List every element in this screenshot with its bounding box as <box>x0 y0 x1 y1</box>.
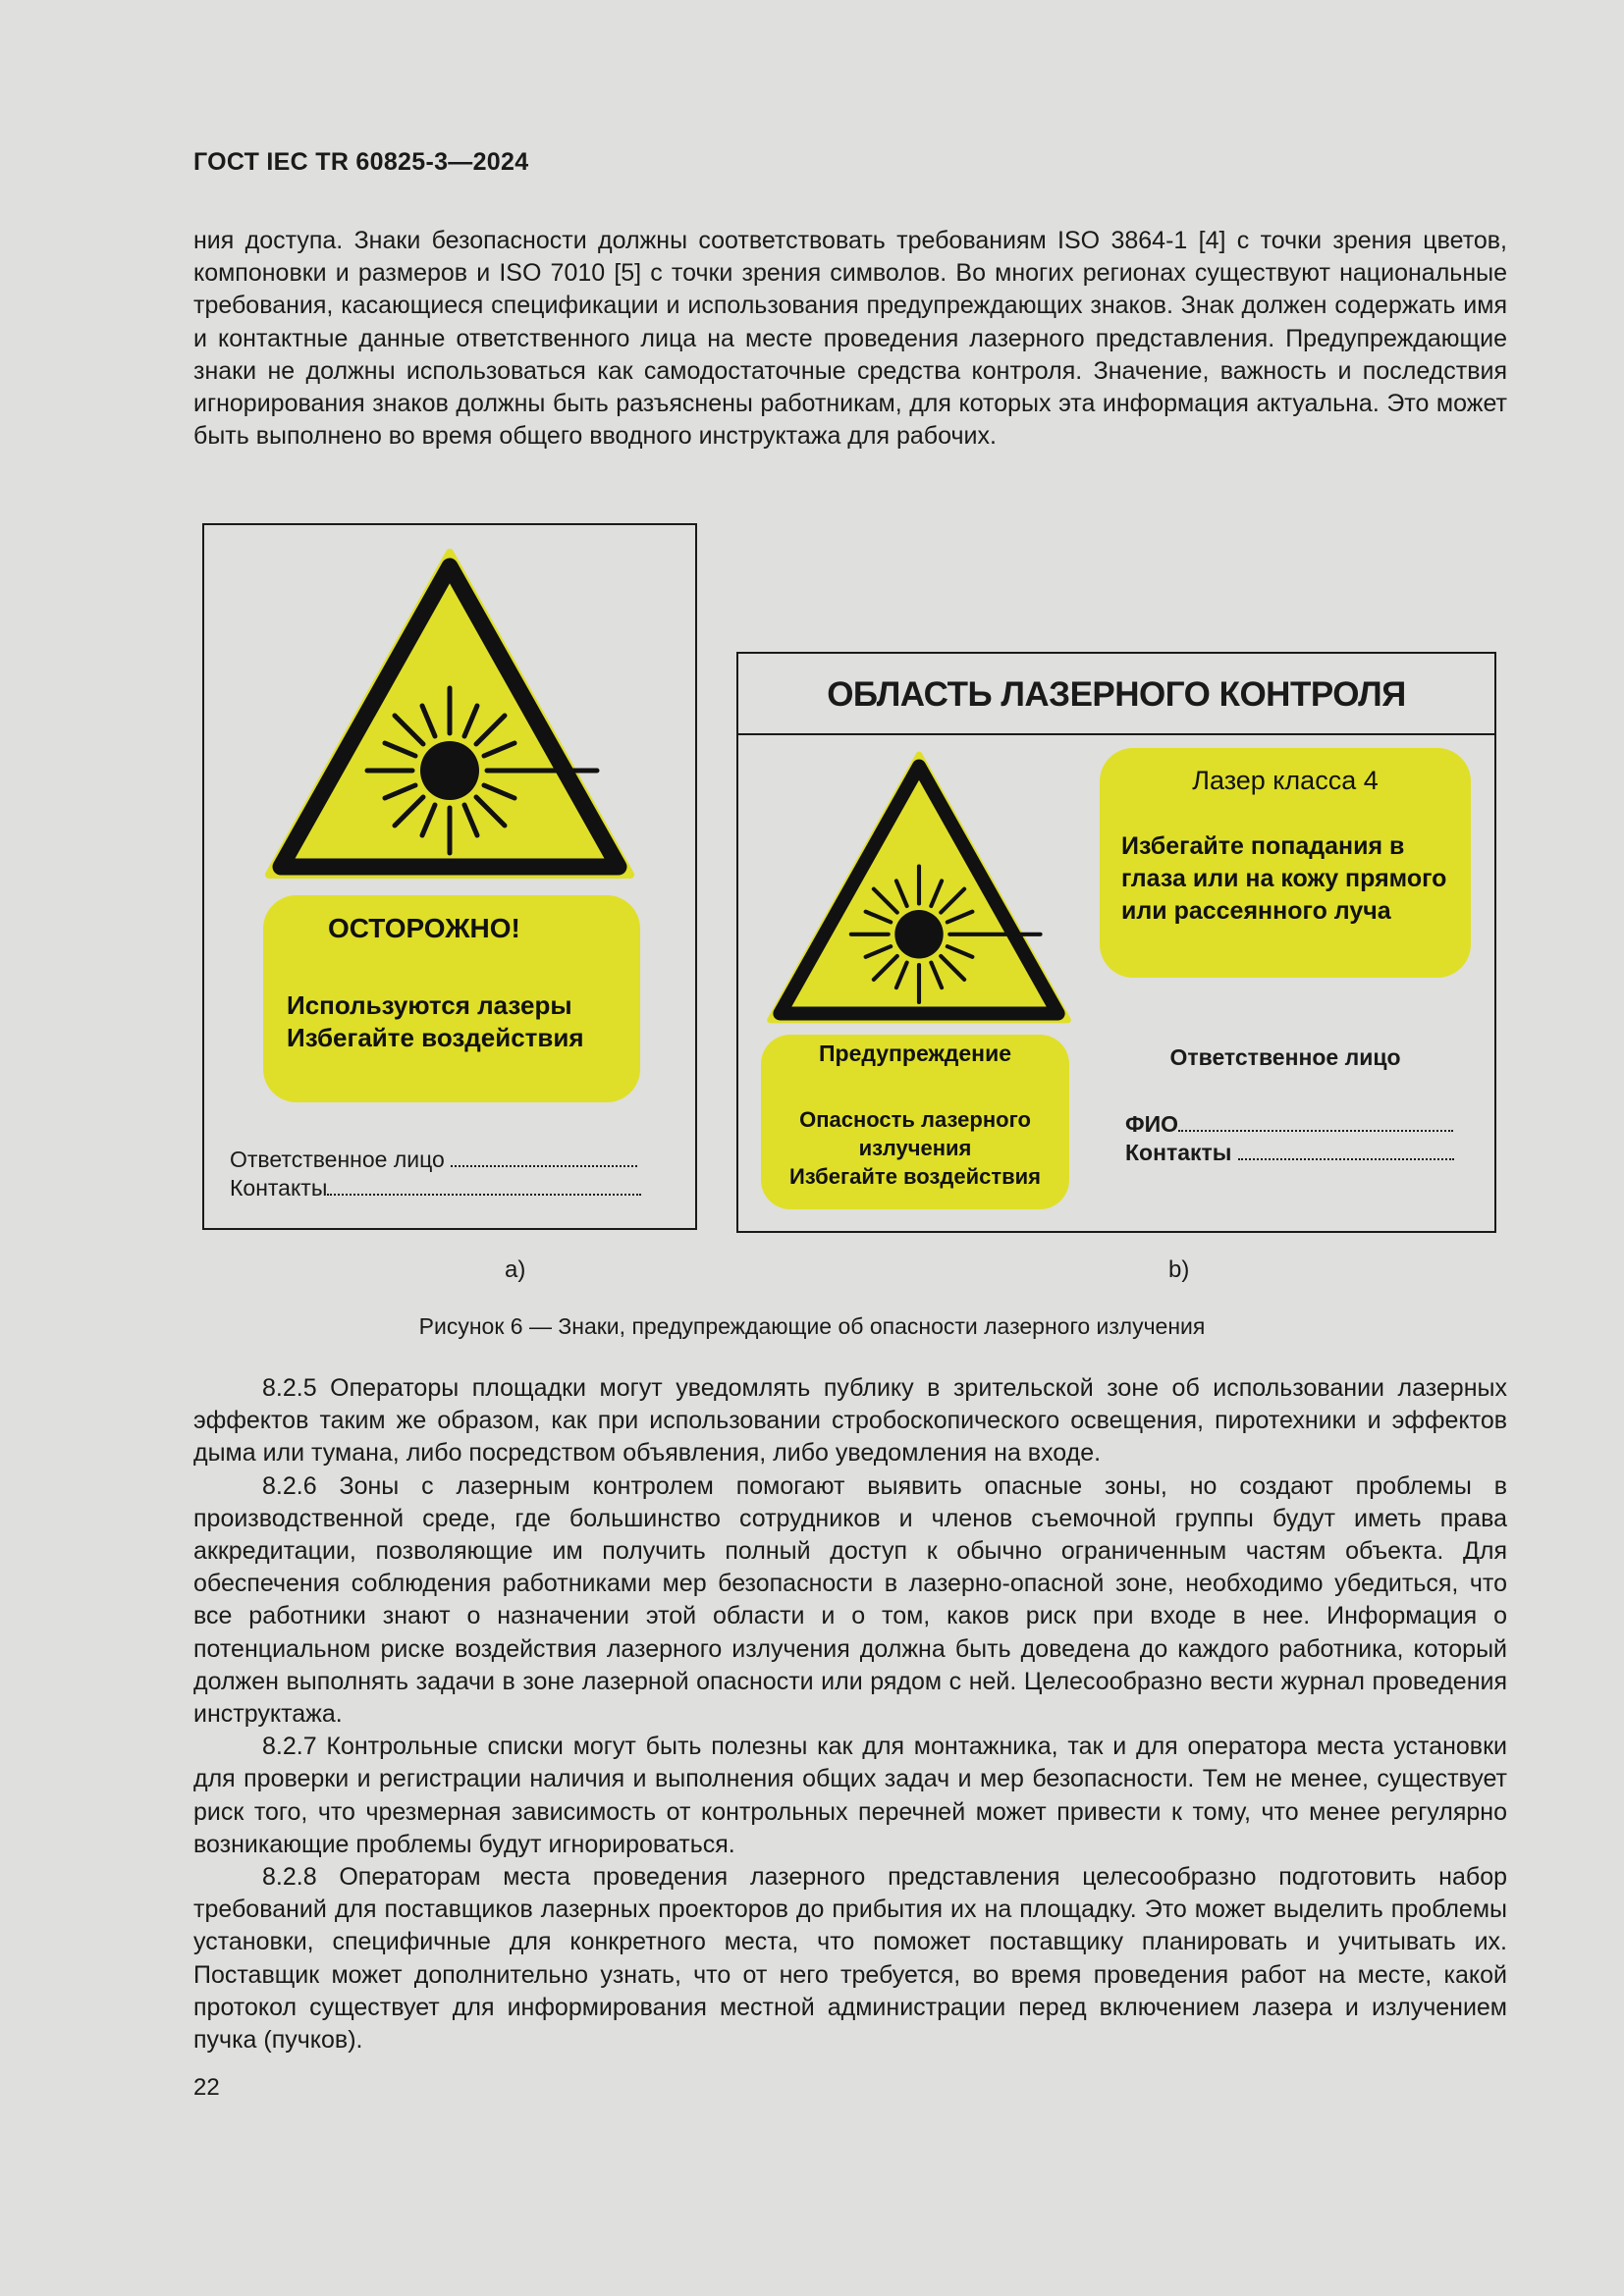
responsible-label: Ответственное лицо <box>230 1147 445 1172</box>
warning-title: Предупреждение <box>819 1041 1011 1066</box>
laser-area-header: ОБЛАСТЬ ЛАЗЕРНОГО КОНТРОЛЯ <box>738 654 1494 735</box>
responsible-field <box>230 1147 637 1173</box>
laser-class-panel <box>1100 748 1471 978</box>
responsible-blank <box>451 1149 637 1167</box>
contacts-blank <box>327 1178 641 1196</box>
contacts-blank <box>1238 1143 1454 1160</box>
warning-line-3: Избегайте воздействия <box>788 1164 1041 1189</box>
body-text <box>193 1372 1507 2056</box>
caution-line-1: Используются лазеры <box>287 990 572 1020</box>
caution-line-2: Избегайте воздействия <box>287 1023 584 1052</box>
contacts-field <box>1125 1140 1454 1166</box>
warning-line-1: Опасность лазерного <box>799 1107 1031 1132</box>
paragraph-8-2-6: 8.2.6 Зоны с лазерным контролем помогают выявить опасные зоны, но создают проблемы в производственной среде, где большинство сотрудников и членов съемочной группы будут иметь права аккредитации, позволяющие им получить полный доступ к обычно ограниченным частям объекта. Для обеспечения соблюдения работниками мер безопасности в лазерно-опасной зоне, необходимо убедиться, что все работники знают о назначении этой области и о том, каков риск при входе в нее. Информация о потенциальном риске воздействия лазерного излучения должна быть доведена до каждого работника, который должен выполнять задачи в зоне лазерной опасности или рядом с ней. Целесообразно вести журнал проведения инструктажа. <box>193 1471 1507 1729</box>
figure-label-a: a) <box>505 1256 526 1283</box>
paragraph-8-2-5: 8.2.5 Операторы площадки могут уведомлять публику в зрительской зоне об использовании лазерных эффектов таким же образом, как при использовании стробоскопического освещения, пиротехники и эффектов дыма или тумана, либо посредством объявления, либо уведомления на входе. <box>193 1374 1507 1468</box>
warning-panel <box>761 1035 1069 1209</box>
figure-label-b: b) <box>1168 1256 1190 1283</box>
laser-class-line-1: Избегайте попадания в <box>1121 832 1405 860</box>
responsible-title: Ответственное лицо <box>1169 1044 1401 1070</box>
sign-b <box>736 652 1496 1233</box>
paragraph-8-2-8: 8.2.8 Операторам места проведения лазерного представления целесообразно подготовить набор требований для поставщиков лазерных проекторов до прибытия их на площадку. Это может выделить проблемы установки, специфичные для конкретного места, что поможет поставщику планировать и учитывать их. Поставщик может дополнительно узнать, что от него требуется, во время проведения работ на месте, какой протокол существует для информирования местной администрации перед включением лазера и излучением пучка (пучков). <box>193 1863 1507 2055</box>
contacts-field <box>230 1175 641 1201</box>
document-header: ГОСТ IEC TR 60825-3—2024 <box>193 148 529 176</box>
contacts-label: Контакты <box>230 1175 328 1201</box>
caution-panel <box>263 895 640 1102</box>
figure-caption: Рисунок 6 — Знаки, предупреждающие об опасности лазерного излучения <box>418 1313 1206 1339</box>
laser-class-line-2: глаза или на кожу прямого <box>1121 865 1447 892</box>
laser-warning-triangle-icon <box>263 547 636 881</box>
caution-title: ОСТОРОЖНО! <box>328 913 520 943</box>
page-number: 22 <box>193 2074 220 2101</box>
contacts-label: Контакты <box>1125 1140 1232 1165</box>
paragraph-8-2-7: 8.2.7 Контрольные списки могут быть полезны как для монтажника, так и для оператора места установки для проверки и регистрации наличия и выполнения общих задач и мер безопасности. Тем не менее, существует риск того, что чрезмерная зависимость от контрольных перечней может привести к тому, что менее регулярно возникающие проблемы будут игнорироваться. <box>193 1733 1507 1858</box>
laser-class-line-3: или рассеянного луча <box>1121 897 1391 925</box>
name-label: ФИО <box>1125 1111 1179 1137</box>
intro-paragraph: ния доступа. Знаки безопасности должны соответствовать требованиям ISO 3864-1 [4] с точки зрения цветов, компоновки и размеров и ISO 7010 [5] с точки зрения символов. Во многих регионах существуют национальные требования, касающиеся спецификации и использования предупреждающих знаков. Знак должен содержать имя и контактные данные ответственного лица на месте проведения лазерного представления. Предупреждающие знаки не должны использоваться как самодостаточные средства контроля. Значение, важность и последствия игнорирования знаков должны быть разъяснены работникам, для которых эта информация актуальна. Это может быть выполнено во время общего вводного инструктажа для рабочих. <box>193 227 1507 451</box>
laser-class-title: Лазер класса 4 <box>1192 766 1379 795</box>
name-field <box>1125 1111 1453 1138</box>
sign-a <box>202 523 697 1230</box>
name-blank <box>1178 1114 1453 1132</box>
laser-warning-triangle-icon <box>763 750 1075 1025</box>
warning-line-2: излучения <box>858 1136 972 1160</box>
